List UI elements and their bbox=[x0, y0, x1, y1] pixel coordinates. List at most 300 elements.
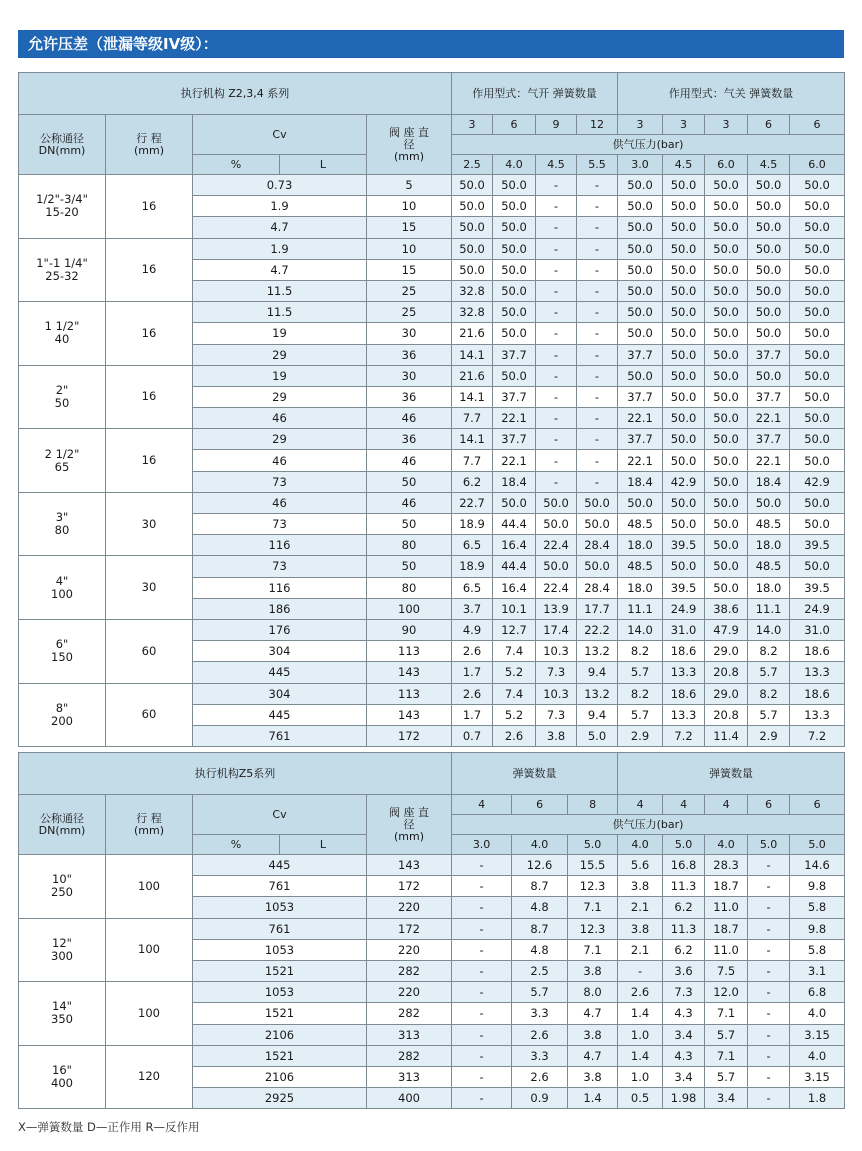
section-title: 允许压差（泄漏等级IV级）： bbox=[18, 30, 844, 58]
dn-inch: 4" bbox=[55, 573, 69, 588]
pressure-cell: 16.4 bbox=[493, 535, 536, 556]
pressure-cell: 12.3 bbox=[568, 918, 618, 939]
pressure-cell: 22.7 bbox=[452, 492, 493, 513]
pressure-cell: 50.0 bbox=[705, 556, 748, 577]
seat-diameter-cell: 113 bbox=[367, 641, 452, 662]
seat-diameter-cell: 400 bbox=[367, 1088, 452, 1109]
pressure-cell: - bbox=[577, 471, 618, 492]
pressure-cell: 50.0 bbox=[748, 280, 790, 301]
pressure-cell: 37.7 bbox=[748, 429, 790, 450]
dn-inch: 10" bbox=[52, 872, 72, 887]
pressure-cell: 50.0 bbox=[790, 175, 845, 196]
pressure-cell: 50.0 bbox=[705, 175, 748, 196]
pressure-cell: - bbox=[748, 1003, 790, 1024]
cv-cell: 304 bbox=[193, 641, 367, 662]
pressure-cell: 14.1 bbox=[452, 429, 493, 450]
pressure-cell: 8.0 bbox=[568, 982, 618, 1003]
pressure-cell: 50.0 bbox=[618, 238, 663, 259]
pressure-cell: 12.7 bbox=[493, 619, 536, 640]
pressure-cell: 50.0 bbox=[748, 365, 790, 386]
cv-cell: 11.5 bbox=[193, 280, 367, 301]
pressure-cell: 3.8 bbox=[568, 1066, 618, 1087]
pressure-cell: 50.0 bbox=[705, 302, 748, 323]
dn-mm: 40 bbox=[54, 332, 70, 347]
pressure-cell: 50.0 bbox=[705, 217, 748, 238]
pressure-cell: 4.7 bbox=[568, 1045, 618, 1066]
pressure-cell: 50.0 bbox=[663, 429, 705, 450]
cv-cell: 1053 bbox=[193, 939, 367, 960]
pressure-cell: 7.5 bbox=[705, 960, 748, 981]
pressure-cell: 50.0 bbox=[663, 217, 705, 238]
pressure-cell: - bbox=[577, 344, 618, 365]
pressure-cell: 1.4 bbox=[618, 1003, 663, 1024]
pressure-cell: - bbox=[748, 939, 790, 960]
pressure-cell: 17.7 bbox=[577, 598, 618, 619]
pressure-cell: 3.8 bbox=[618, 876, 663, 897]
pressure-cell: 5.7 bbox=[705, 1024, 748, 1045]
cv-cell: 11.5 bbox=[193, 302, 367, 323]
pressure-value: 4.0 bbox=[512, 835, 568, 855]
pressure-value: 3.0 bbox=[452, 835, 512, 855]
pressure-cell: 7.2 bbox=[790, 725, 845, 746]
pressure-cell: - bbox=[577, 259, 618, 280]
pressure-cell: 50.0 bbox=[748, 259, 790, 280]
dn-inch: 6" bbox=[55, 637, 69, 652]
cv-cell: 73 bbox=[193, 471, 367, 492]
group-open-header: 作用型式：气开 弹簧数量 bbox=[452, 73, 618, 115]
pressure-cell: 29.0 bbox=[705, 641, 748, 662]
pressure-cell: 50.0 bbox=[790, 217, 845, 238]
table-row bbox=[19, 683, 845, 704]
pressure-cell: 6.2 bbox=[663, 939, 705, 960]
stroke-cell: 100 bbox=[106, 918, 193, 982]
pressure-cell: 50.0 bbox=[663, 450, 705, 471]
pressure-cell: 50.0 bbox=[705, 344, 748, 365]
pressure-cell: 22.4 bbox=[536, 577, 577, 598]
seat-diameter-cell: 15 bbox=[367, 217, 452, 238]
pressure-cell: 50.0 bbox=[790, 344, 845, 365]
pressure-cell: 38.6 bbox=[705, 598, 748, 619]
pressure-cell: 5.7 bbox=[512, 982, 568, 1003]
pressure-cell: 22.1 bbox=[493, 450, 536, 471]
cv-cell: 761 bbox=[193, 725, 367, 746]
pressure-cell: 0.5 bbox=[618, 1088, 663, 1109]
dn-cell bbox=[19, 492, 106, 556]
pressure-cell: 50.0 bbox=[663, 556, 705, 577]
pressure-cell: 18.6 bbox=[663, 683, 705, 704]
seat-diameter-cell: 46 bbox=[367, 408, 452, 429]
seat-diameter-cell: 313 bbox=[367, 1024, 452, 1045]
pressure-cell: 50.0 bbox=[493, 217, 536, 238]
pressure-cell: - bbox=[536, 175, 577, 196]
seat-diameter-cell: 113 bbox=[367, 683, 452, 704]
pressure-cell: 50.0 bbox=[663, 365, 705, 386]
stroke-cell: 60 bbox=[106, 683, 193, 747]
pressure-cell: - bbox=[748, 982, 790, 1003]
pressure-cell: 3.4 bbox=[663, 1066, 705, 1087]
spring-count: 9 bbox=[536, 115, 577, 135]
pressure-cell: 50.0 bbox=[705, 365, 748, 386]
pressure-cell: - bbox=[452, 876, 512, 897]
pressure-cell: 4.3 bbox=[663, 1003, 705, 1024]
dn-cell bbox=[19, 619, 106, 683]
pressure-cell: 37.7 bbox=[748, 386, 790, 407]
pressure-cell: 13.3 bbox=[663, 704, 705, 725]
pressure-cell: 18.0 bbox=[618, 535, 663, 556]
col-cv-l: L bbox=[280, 155, 367, 175]
pressure-value: 4.0 bbox=[493, 155, 536, 175]
pressure-cell: - bbox=[536, 280, 577, 301]
spring-count: 6 bbox=[790, 795, 845, 815]
cv-cell: 304 bbox=[193, 683, 367, 704]
pressure-cell: - bbox=[748, 1045, 790, 1066]
pressure-cell: 50.0 bbox=[705, 323, 748, 344]
seat-diameter-cell: 90 bbox=[367, 619, 452, 640]
pressure-cell: - bbox=[577, 365, 618, 386]
cv-cell: 2925 bbox=[193, 1088, 367, 1109]
pressure-cell: - bbox=[748, 897, 790, 918]
pressure-cell: 6.8 bbox=[790, 982, 845, 1003]
pressure-cell: 22.1 bbox=[618, 450, 663, 471]
pressure-cell: - bbox=[577, 280, 618, 301]
pressure-cell: 21.6 bbox=[452, 323, 493, 344]
table-row bbox=[19, 365, 845, 386]
col-cv: Cv bbox=[193, 115, 367, 155]
pressure-cell: 50.0 bbox=[705, 259, 748, 280]
pressure-cell: - bbox=[452, 1088, 512, 1109]
dn-cell bbox=[19, 365, 106, 429]
pressure-cell: 20.8 bbox=[705, 662, 748, 683]
pressure-value: 6.0 bbox=[705, 155, 748, 175]
pressure-cell: 5.8 bbox=[790, 939, 845, 960]
pressure-cell: 50.0 bbox=[536, 514, 577, 535]
table-row bbox=[19, 619, 845, 640]
group-close-header: 作用型式：气关 弹簧数量 bbox=[618, 73, 845, 115]
pressure-cell: 50.0 bbox=[705, 514, 748, 535]
pressure-cell: 50.0 bbox=[452, 238, 493, 259]
pressure-cell: 50.0 bbox=[663, 408, 705, 429]
dn-mm: 150 bbox=[51, 650, 73, 665]
pressure-cell: 50.0 bbox=[663, 175, 705, 196]
col-seat: 阀 座 直 径 (mm) bbox=[367, 115, 452, 175]
pressure-cell: 2.6 bbox=[512, 1066, 568, 1087]
pressure-cell: 50.0 bbox=[493, 302, 536, 323]
supply-pressure-header: 供气压力(bar) bbox=[452, 135, 845, 155]
pressure-cell: 7.1 bbox=[705, 1003, 748, 1024]
cv-cell: 29 bbox=[193, 386, 367, 407]
pressure-cell: - bbox=[577, 302, 618, 323]
cv-cell: 186 bbox=[193, 598, 367, 619]
pressure-cell: 11.0 bbox=[705, 897, 748, 918]
pressure-cell: 50.0 bbox=[452, 259, 493, 280]
stroke-cell: 60 bbox=[106, 619, 193, 683]
pressure-value: 6.0 bbox=[790, 155, 845, 175]
pressure-cell: 18.0 bbox=[618, 577, 663, 598]
pressure-cell: 1.98 bbox=[663, 1088, 705, 1109]
pressure-cell: 2.5 bbox=[512, 960, 568, 981]
pressure-cell: - bbox=[577, 408, 618, 429]
pressure-cell: - bbox=[748, 1024, 790, 1045]
pressure-cell: 7.1 bbox=[705, 1045, 748, 1066]
pressure-cell: 39.5 bbox=[790, 535, 845, 556]
pressure-cell: 3.8 bbox=[568, 960, 618, 981]
pressure-cell: 1.0 bbox=[618, 1066, 663, 1087]
pressure-value: 4.0 bbox=[705, 835, 748, 855]
cv-cell: 116 bbox=[193, 577, 367, 598]
pressure-cell: 42.9 bbox=[790, 471, 845, 492]
spring-count: 12 bbox=[577, 115, 618, 135]
actuator-header: 执行机构 Z2,3,4 系列 bbox=[19, 73, 452, 115]
cv-cell: 46 bbox=[193, 408, 367, 429]
stroke-cell: 100 bbox=[106, 982, 193, 1046]
pressure-cell: 11.1 bbox=[748, 598, 790, 619]
cv-cell: 19 bbox=[193, 365, 367, 386]
dn-cell bbox=[19, 918, 106, 982]
pressure-cell: - bbox=[748, 918, 790, 939]
pressure-cell: 50.0 bbox=[493, 259, 536, 280]
pressure-cell: 50.0 bbox=[663, 302, 705, 323]
dn-cell bbox=[19, 175, 106, 239]
pressure-cell: - bbox=[748, 876, 790, 897]
seat-diameter-cell: 36 bbox=[367, 429, 452, 450]
pressure-cell: 7.7 bbox=[452, 408, 493, 429]
pressure-cell: 50.0 bbox=[748, 238, 790, 259]
pressure-cell: 50.0 bbox=[618, 280, 663, 301]
dn-inch: 14" bbox=[52, 999, 72, 1014]
pressure-cell: 48.5 bbox=[748, 514, 790, 535]
pressure-cell: 50.0 bbox=[663, 323, 705, 344]
pressure-cell: 20.8 bbox=[705, 704, 748, 725]
pressure-cell: 9.8 bbox=[790, 918, 845, 939]
pressure-cell: 3.1 bbox=[790, 960, 845, 981]
pressure-cell: - bbox=[577, 429, 618, 450]
pressure-cell: 50.0 bbox=[577, 556, 618, 577]
pressure-cell: - bbox=[536, 238, 577, 259]
table-row bbox=[19, 492, 845, 513]
spring-count: 3 bbox=[618, 115, 663, 135]
stroke-cell: 16 bbox=[106, 302, 193, 366]
pressure-cell: 5.7 bbox=[748, 662, 790, 683]
pressure-cell: 3.8 bbox=[618, 918, 663, 939]
dn-mm: 100 bbox=[51, 586, 73, 601]
cv-cell: 1.9 bbox=[193, 196, 367, 217]
pressure-cell: 39.5 bbox=[663, 577, 705, 598]
dn-cell bbox=[19, 1045, 106, 1109]
stroke-cell: 16 bbox=[106, 238, 193, 302]
pressure-cell: 15.5 bbox=[568, 855, 618, 876]
seat-diameter-cell: 10 bbox=[367, 238, 452, 259]
pressure-cell: - bbox=[748, 1066, 790, 1087]
seat-diameter-cell: 80 bbox=[367, 535, 452, 556]
pressure-cell: 50.0 bbox=[452, 175, 493, 196]
pressure-cell: 2.6 bbox=[452, 641, 493, 662]
pressure-cell: 22.1 bbox=[748, 450, 790, 471]
pressure-cell: 50.0 bbox=[663, 492, 705, 513]
cv-cell: 29 bbox=[193, 429, 367, 450]
pressure-cell: 7.4 bbox=[493, 683, 536, 704]
pressure-cell: 16.4 bbox=[493, 577, 536, 598]
seat-diameter-cell: 313 bbox=[367, 1066, 452, 1087]
seat-diameter-cell: 220 bbox=[367, 939, 452, 960]
pressure-cell: 50.0 bbox=[536, 556, 577, 577]
pressure-cell: 7.1 bbox=[568, 939, 618, 960]
pressure-cell: - bbox=[536, 429, 577, 450]
pressure-cell: 11.1 bbox=[618, 598, 663, 619]
pressure-cell: 18.6 bbox=[663, 641, 705, 662]
pressure-cell: 13.3 bbox=[663, 662, 705, 683]
seat-diameter-cell: 25 bbox=[367, 302, 452, 323]
col-cv-l: L bbox=[280, 835, 367, 855]
seat-diameter-cell: 50 bbox=[367, 556, 452, 577]
stroke-cell: 120 bbox=[106, 1045, 193, 1109]
spring-count: 3 bbox=[663, 115, 705, 135]
pressure-cell: 13.2 bbox=[577, 683, 618, 704]
pressure-cell: 50.0 bbox=[705, 196, 748, 217]
pressure-cell: 5.8 bbox=[790, 897, 845, 918]
pressure-value: 2.5 bbox=[452, 155, 493, 175]
seat-diameter-cell: 172 bbox=[367, 876, 452, 897]
cv-cell: 1.9 bbox=[193, 238, 367, 259]
group-open-header: 弹簧数量 bbox=[452, 753, 618, 795]
seat-diameter-cell: 5 bbox=[367, 175, 452, 196]
pressure-cell: 3.7 bbox=[452, 598, 493, 619]
pressure-cell: - bbox=[748, 960, 790, 981]
pressure-cell: 50.0 bbox=[663, 238, 705, 259]
pressure-cell: 44.4 bbox=[493, 514, 536, 535]
seat-diameter-cell: 220 bbox=[367, 897, 452, 918]
pressure-cell: 6.5 bbox=[452, 577, 493, 598]
pressure-cell: 18.7 bbox=[705, 918, 748, 939]
dn-cell bbox=[19, 429, 106, 493]
col-dn: 公称通径 DN(mm) bbox=[19, 795, 106, 855]
pressure-cell: 4.0 bbox=[790, 1045, 845, 1066]
seat-diameter-cell: 172 bbox=[367, 918, 452, 939]
pressure-cell: 8.7 bbox=[512, 918, 568, 939]
pressure-cell: 4.7 bbox=[568, 1003, 618, 1024]
seat-diameter-cell: 172 bbox=[367, 725, 452, 746]
table-row bbox=[19, 982, 845, 1003]
pressure-value: 3.0 bbox=[618, 155, 663, 175]
seat-diameter-cell: 282 bbox=[367, 960, 452, 981]
dn-cell bbox=[19, 982, 106, 1046]
dn-mm: 250 bbox=[51, 885, 73, 900]
pressure-value: 4.5 bbox=[748, 155, 790, 175]
dn-inch: 2" bbox=[55, 382, 69, 397]
table-row bbox=[19, 302, 845, 323]
cv-cell: 1521 bbox=[193, 960, 367, 981]
pressure-cell: 28.4 bbox=[577, 577, 618, 598]
dn-inch: 2 1/2" bbox=[44, 446, 80, 461]
pressure-cell: 12.0 bbox=[705, 982, 748, 1003]
dn-mm: 80 bbox=[54, 523, 70, 538]
pressure-cell: 7.3 bbox=[536, 662, 577, 683]
pressure-cell: 10.3 bbox=[536, 641, 577, 662]
pressure-cell: - bbox=[452, 1003, 512, 1024]
pressure-cell: - bbox=[577, 386, 618, 407]
pressure-cell: 7.3 bbox=[536, 704, 577, 725]
col-stroke: 行 程 (mm) bbox=[106, 115, 193, 175]
pressure-cell: 50.0 bbox=[790, 386, 845, 407]
pressure-cell: 50.0 bbox=[618, 492, 663, 513]
pressure-cell: 1.7 bbox=[452, 704, 493, 725]
table-row bbox=[19, 855, 845, 876]
pressure-cell: 18.4 bbox=[493, 471, 536, 492]
pressure-cell: 2.6 bbox=[493, 725, 536, 746]
cv-cell: 176 bbox=[193, 619, 367, 640]
pressure-cell: 1.8 bbox=[790, 1088, 845, 1109]
pressure-cell: 7.4 bbox=[493, 641, 536, 662]
pressure-cell: 2.9 bbox=[748, 725, 790, 746]
dn-cell bbox=[19, 238, 106, 302]
pressure-cell: 50.0 bbox=[705, 577, 748, 598]
stroke-cell: 100 bbox=[106, 855, 193, 919]
spring-count: 6 bbox=[512, 795, 568, 815]
pressure-table-z234 bbox=[18, 72, 845, 747]
cv-cell: 445 bbox=[193, 704, 367, 725]
dn-cell bbox=[19, 556, 106, 620]
pressure-cell: - bbox=[577, 450, 618, 471]
seat-diameter-cell: 143 bbox=[367, 704, 452, 725]
pressure-cell: 50.0 bbox=[790, 365, 845, 386]
pressure-cell: - bbox=[536, 450, 577, 471]
pressure-cell: 50.0 bbox=[493, 492, 536, 513]
pressure-cell: 2.1 bbox=[618, 897, 663, 918]
cv-cell: 73 bbox=[193, 514, 367, 535]
spring-count: 3 bbox=[705, 115, 748, 135]
pressure-cell: - bbox=[748, 1088, 790, 1109]
spring-count: 6 bbox=[493, 115, 536, 135]
pressure-cell: 48.5 bbox=[618, 514, 663, 535]
pressure-cell: 50.0 bbox=[705, 238, 748, 259]
cv-cell: 19 bbox=[193, 323, 367, 344]
cv-cell: 29 bbox=[193, 344, 367, 365]
pressure-cell: 50.0 bbox=[577, 492, 618, 513]
seat-diameter-cell: 36 bbox=[367, 344, 452, 365]
pressure-cell: 50.0 bbox=[705, 492, 748, 513]
dn-inch: 3" bbox=[55, 510, 69, 525]
dn-mm: 50 bbox=[54, 395, 70, 410]
cv-cell: 4.7 bbox=[193, 217, 367, 238]
pressure-cell: 50.0 bbox=[493, 175, 536, 196]
seat-diameter-cell: 30 bbox=[367, 365, 452, 386]
stroke-cell: 30 bbox=[106, 492, 193, 556]
pressure-cell: 50.0 bbox=[748, 492, 790, 513]
dn-inch: 1"-1 1/4" bbox=[36, 255, 88, 270]
pressure-cell: 3.4 bbox=[705, 1088, 748, 1109]
pressure-cell: - bbox=[536, 302, 577, 323]
pressure-cell: - bbox=[452, 897, 512, 918]
pressure-cell: 42.9 bbox=[663, 471, 705, 492]
pressure-cell: 50.0 bbox=[705, 429, 748, 450]
dn-inch: 16" bbox=[52, 1062, 72, 1077]
pressure-cell: - bbox=[452, 855, 512, 876]
spring-count: 4 bbox=[452, 795, 512, 815]
pressure-cell: 6.2 bbox=[452, 471, 493, 492]
pressure-cell: 8.2 bbox=[618, 683, 663, 704]
seat-diameter-cell: 46 bbox=[367, 492, 452, 513]
cv-cell: 445 bbox=[193, 662, 367, 683]
pressure-cell: 37.7 bbox=[618, 344, 663, 365]
table-row bbox=[19, 918, 845, 939]
pressure-cell: 50.0 bbox=[618, 196, 663, 217]
spring-count: 4 bbox=[618, 795, 663, 815]
pressure-cell: 14.0 bbox=[618, 619, 663, 640]
pressure-cell: 3.8 bbox=[568, 1024, 618, 1045]
pressure-cell: 18.6 bbox=[790, 683, 845, 704]
spring-count: 6 bbox=[790, 115, 845, 135]
pressure-cell: 50.0 bbox=[705, 386, 748, 407]
cv-cell: 1053 bbox=[193, 982, 367, 1003]
